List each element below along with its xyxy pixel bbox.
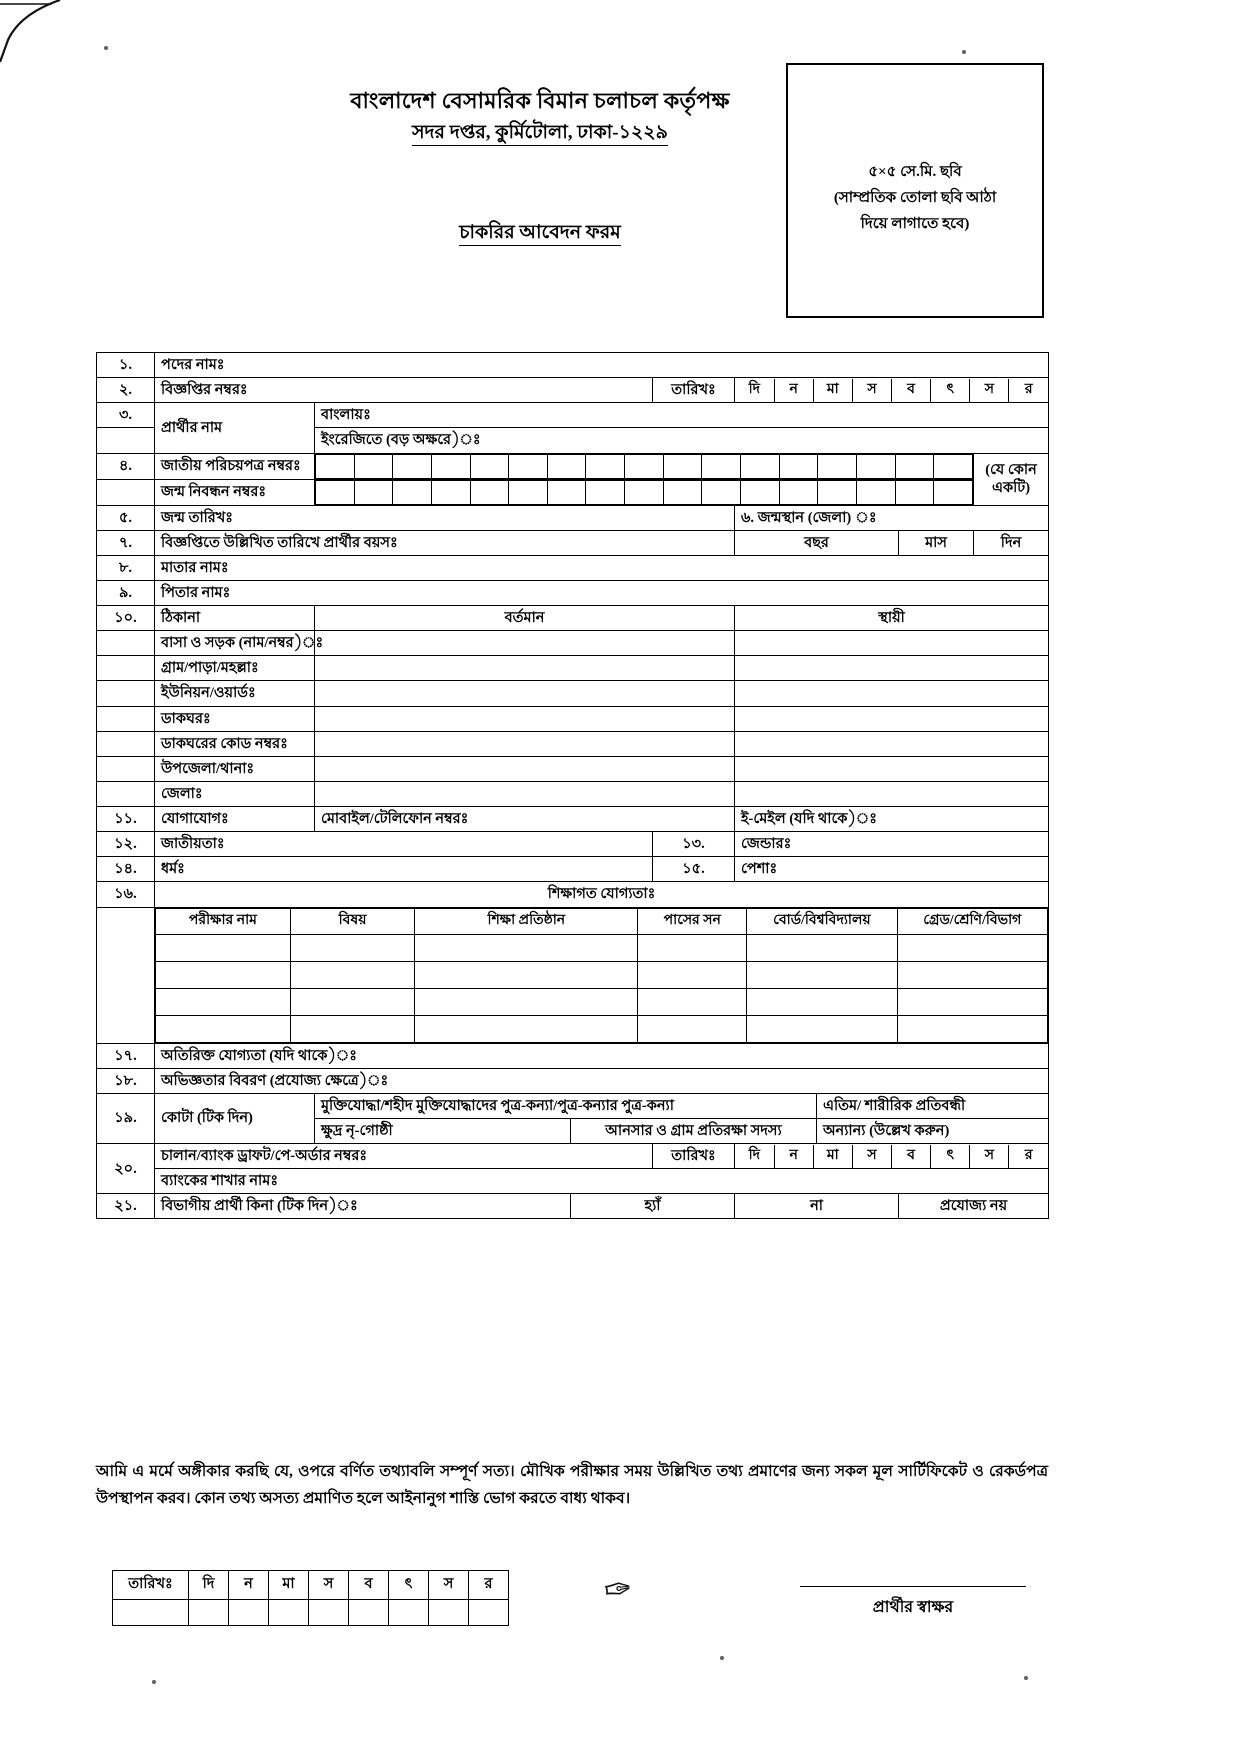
address-present-input[interactable] — [315, 756, 735, 781]
brn-box[interactable] — [431, 480, 470, 504]
footer-date-input[interactable] — [269, 1600, 309, 1626]
form-row-16-header — [97, 882, 1049, 907]
occupation-field[interactable]: পেশাঃ — [735, 857, 1049, 882]
nid-boxes-table — [315, 454, 973, 479]
either-one-note — [974, 453, 1049, 505]
footer-date-month-2[interactable]: স — [309, 1571, 349, 1600]
footer-date-day-2[interactable]: ন — [229, 1571, 269, 1600]
date-strip-row20 — [735, 1145, 1048, 1168]
education-cell-exam-name[interactable] — [156, 988, 291, 1015]
quota-option-others[interactable]: অন্যান্য (উল্লেখ করুন) — [817, 1118, 1049, 1143]
quota-option-orphan-disabled[interactable]: এতিম/ শারীরিক প্রতিবন্ধী — [817, 1093, 1049, 1118]
form-row-5-6 — [97, 505, 1049, 530]
education-cell-institution[interactable] — [415, 934, 638, 961]
row-13-number: ১৩. — [653, 832, 735, 857]
notification-date-label: তারিখঃ — [653, 378, 735, 403]
address-permanent-input[interactable] — [735, 731, 1049, 756]
date-cell-day-2[interactable]: ন — [774, 379, 813, 402]
mobile-telephone-field[interactable]: মোবাইল/টেলিফোন নম্বরঃ — [315, 807, 735, 832]
education-entry-row — [156, 988, 1048, 1015]
education-cell-subject[interactable] — [290, 1015, 414, 1042]
application-form-table — [96, 352, 1049, 1219]
row-7-number: ৭. — [97, 530, 155, 555]
brn-box[interactable] — [702, 480, 741, 504]
age-days-field[interactable]: দিন — [974, 530, 1049, 555]
address-present-input[interactable] — [315, 631, 735, 656]
row-10-number: ১০. — [97, 606, 155, 631]
nid-box[interactable] — [779, 454, 818, 478]
address-permanent-input[interactable] — [735, 631, 1049, 656]
education-qualification-table — [155, 908, 1048, 1043]
form-row-20a — [97, 1144, 1049, 1169]
row-3-number: ৩. — [97, 403, 155, 428]
row-15-number: ১৫. — [653, 857, 735, 882]
education-cell-board[interactable] — [747, 934, 897, 961]
scan-speck — [720, 1656, 724, 1660]
age-label: বিজ্ঞপ্তিতে উল্লিখিত তারিখে প্রার্থীর বয়সঃ — [155, 530, 735, 555]
pay-date-cell-month-1[interactable]: মা — [813, 1145, 852, 1168]
address-row-number-spacer — [97, 756, 155, 781]
education-cell-pass-year[interactable] — [638, 934, 747, 961]
quota-option-ethnic-minority[interactable]: ক্ষুদ্র নৃ-গোষ্ঠী — [315, 1118, 571, 1143]
date-cell-month-2[interactable]: স — [852, 379, 891, 402]
either-one-note-line1: (যে কোন — [985, 461, 1037, 478]
education-entry-row — [156, 934, 1048, 961]
brn-box[interactable] — [818, 480, 857, 504]
row-18-number: ১৮. — [97, 1068, 155, 1093]
row-11-number: ১১. — [97, 807, 155, 832]
address-field-label: বাসা ও সড়ক (নাম/নম্বর)ঃ — [155, 631, 315, 656]
address-permanent-input[interactable] — [735, 781, 1049, 806]
nid-digit-boxes[interactable] — [315, 453, 974, 479]
address-present-input[interactable] — [315, 656, 735, 681]
nid-box[interactable] — [393, 454, 432, 478]
quota-option-ansar-vdp[interactable]: আনসার ও গ্রাম প্রতিরক্ষা সদস্য — [571, 1118, 817, 1143]
education-section-title: শিক্ষাগত যোগ্যতাঃ — [155, 882, 1049, 907]
pay-date-cell-year-3[interactable]: স — [970, 1145, 1009, 1168]
address-field-label: গ্রাম/পাড়া/মহল্লাঃ — [155, 656, 315, 681]
scan-speck — [152, 1680, 156, 1684]
departmental-option-na[interactable]: প্রযোজ্য নয় — [899, 1194, 1049, 1219]
form-row-19a — [97, 1093, 1049, 1118]
education-cell-exam-name[interactable] — [156, 961, 291, 988]
pay-date-cell-month-2[interactable]: স — [852, 1145, 891, 1168]
footer-date-table — [112, 1570, 509, 1626]
row-6-number: ৬. — [741, 509, 755, 526]
footer-date-input[interactable] — [429, 1600, 469, 1626]
education-col-board-university: বোর্ড/বিশ্ববিদ্যালয় — [747, 908, 897, 934]
brn-box[interactable] — [895, 480, 934, 504]
row-3-number-spacer — [97, 428, 155, 453]
address-row-number-spacer — [97, 781, 155, 806]
education-col-subject: বিষয় — [290, 908, 414, 934]
address-row-number-spacer — [97, 631, 155, 656]
footer-date-input[interactable] — [309, 1600, 349, 1626]
address-field-label: ডাকঘরঃ — [155, 706, 315, 731]
applicant-name-label: প্রার্থীর নাম — [155, 403, 315, 453]
address-permanent-header: স্থায়ী — [735, 606, 1049, 631]
address-field-label: ডাকঘরের কোড নম্বরঃ — [155, 731, 315, 756]
bank-branch-name-field[interactable]: ব্যাংকের শাখার নামঃ — [155, 1169, 1049, 1194]
row-16-number: ১৬. — [97, 882, 155, 907]
experience-description-field[interactable]: অভিজ্ঞতার বিবরণ (প্রযোজ্য ক্ষেত্রে)ঃ — [155, 1068, 1049, 1093]
brn-box[interactable] — [856, 480, 895, 504]
brn-box[interactable] — [354, 480, 393, 504]
address-permanent-input[interactable] — [735, 706, 1049, 731]
footer-date-input[interactable] — [349, 1600, 389, 1626]
date-cell-year-2[interactable]: ৎ — [931, 379, 970, 402]
payment-date-label: তারিখঃ — [653, 1144, 735, 1169]
pay-date-cell-day-2[interactable]: ন — [774, 1145, 813, 1168]
pay-date-cell-day-1[interactable]: দি — [748, 1148, 760, 1164]
birth-registration-label: জন্ম নিবন্ধন নম্বরঃ — [155, 479, 315, 505]
nid-box[interactable] — [856, 454, 895, 478]
education-cell-institution[interactable] — [415, 988, 638, 1015]
date-of-birth-field[interactable]: জন্ম তারিখঃ — [155, 505, 735, 530]
address-row-number-spacer — [97, 706, 155, 731]
brn-box[interactable] — [625, 480, 664, 504]
address-field-label: ইউনিয়ন/ওয়ার্ডঃ — [155, 681, 315, 706]
photo-line-3: দিয়ে লাগাতে হবে) — [860, 215, 970, 232]
education-cell-board[interactable] — [747, 961, 897, 988]
form-row-1 — [97, 353, 1049, 378]
brn-box[interactable] — [316, 480, 355, 504]
row-8-number: ৮. — [97, 555, 155, 580]
form-row-10-header — [97, 606, 1049, 631]
address-label: ঠিকানা — [155, 606, 315, 631]
form-row-11 — [97, 807, 1049, 832]
row-2-number: ২. — [97, 378, 155, 403]
organization-address-text: সদর দপ্তর, কুর্মিটোলা, ঢাকা-১২২৯ — [412, 122, 668, 146]
form-row-7 — [97, 530, 1049, 555]
applicant-name-bangla-field[interactable]: বাংলায়ঃ — [315, 403, 1049, 428]
address-row-village — [97, 656, 1049, 681]
row-19-number: ১৯. — [97, 1093, 155, 1143]
nid-box[interactable] — [547, 454, 586, 478]
age-years-field[interactable]: বছর — [735, 530, 899, 555]
address-row-number-spacer — [97, 656, 155, 681]
religion-field[interactable]: ধর্মঃ — [155, 857, 653, 882]
handwritten-signature-mark: ✑ — [601, 1570, 636, 1611]
address-row-number-spacer — [97, 681, 155, 706]
footer-date-year-2[interactable]: ৎ — [389, 1571, 429, 1600]
address-row-district — [97, 781, 1049, 806]
education-table-container — [155, 907, 1049, 1043]
date-cell-day-1[interactable]: দি — [748, 382, 760, 398]
footer-date-input[interactable] — [469, 1600, 509, 1626]
date-strip-row2 — [735, 379, 1048, 402]
footer-date-year-3[interactable]: স — [429, 1571, 469, 1600]
declaration-text: আমি এ মর্মে অঙ্গীকার করছি যে, ওপরে বর্ণিত তথ্যাবলি সম্পূর্ণ সত্য। মৌখিক পরীক্ষার সময় উল্লিখিত তথ্য প্রমাণের জন্য সকল মূল সার্টিফিকেট ও রেকর্ডপত্র উপস্থাপন করব। কোন তথ্য অসত্য প্রমাণিত হলে আইনানুগ শাস্তি ভোগ করতে বাধ্য থাকব। — [96, 1463, 1048, 1508]
birth-registration-digit-boxes[interactable] — [315, 479, 974, 505]
row-17-number: ১৭. — [97, 1043, 155, 1068]
birthplace-district-field[interactable] — [735, 505, 1049, 530]
nid-box[interactable] — [586, 454, 625, 478]
father-name-field[interactable]: পিতার নামঃ — [155, 580, 1049, 605]
departmental-candidate-label: বিভাগীয় প্রার্থী কিনা (টিক দিন)ঃ — [155, 1194, 571, 1219]
address-row-union-ward — [97, 681, 1049, 706]
form-row-2 — [97, 378, 1049, 403]
footer-date-input[interactable] — [189, 1600, 229, 1626]
education-cell-subject[interactable] — [290, 988, 414, 1015]
date-cell-year-3[interactable]: স — [970, 379, 1009, 402]
education-cell-exam-name[interactable] — [156, 934, 291, 961]
education-cell-board[interactable] — [747, 1015, 897, 1042]
education-cell-pass-year[interactable] — [638, 988, 747, 1015]
footer-date-day-1[interactable]: দি — [189, 1571, 229, 1600]
pay-date-cell-year-2[interactable]: ৎ — [931, 1145, 970, 1168]
address-row-post-office — [97, 706, 1049, 731]
education-cell-grade[interactable] — [897, 1015, 1047, 1042]
row-1-label-and-input[interactable]: পদের নামঃ — [155, 353, 1049, 378]
departmental-option-no[interactable]: না — [735, 1194, 899, 1219]
quota-option-freedom-fighter[interactable]: মুক্তিযোদ্ধা/শহীদ মুক্তিযোদ্ধাদের পুত্র-কন্যা/পুত্র-কন্যার পুত্র-কন্যা — [315, 1093, 817, 1118]
row-20-number: ২০. — [97, 1144, 155, 1194]
row-4-number-spacer — [97, 479, 155, 505]
row-12-number: ১২. — [97, 832, 155, 857]
education-col-institution: শিক্ষা প্রতিষ্ঠান — [415, 908, 638, 934]
nid-box[interactable] — [741, 454, 780, 478]
row-9-number: ৯. — [97, 580, 155, 605]
form-row-21 — [97, 1194, 1049, 1219]
address-row-upazila-thana — [97, 756, 1049, 781]
form-row-17 — [97, 1043, 1049, 1068]
nid-box[interactable] — [702, 454, 741, 478]
form-row-20b — [97, 1169, 1049, 1194]
organization-address — [300, 118, 780, 150]
payment-date-cells[interactable] — [735, 1144, 1049, 1169]
nid-box[interactable] — [470, 454, 509, 478]
address-row-post-code — [97, 731, 1049, 756]
brn-box[interactable] — [741, 480, 780, 504]
row-1-number: ১. — [97, 353, 155, 378]
scan-speck — [1024, 1676, 1028, 1680]
form-row-8 — [97, 555, 1049, 580]
row-16-number-spacer — [97, 907, 155, 1043]
brn-box[interactable] — [393, 480, 432, 504]
mother-name-field[interactable]: মাতার নামঃ — [155, 555, 1049, 580]
brn-boxes-table — [315, 480, 973, 505]
organization-title: বাংলাদেশ বেসামরিক বিমান চলাচল কর্তৃপক্ষ — [350, 88, 730, 113]
form-row-4b — [97, 479, 1049, 505]
education-cell-pass-year[interactable] — [638, 1015, 747, 1042]
nid-box[interactable] — [316, 454, 355, 478]
education-header-row — [156, 908, 1048, 934]
form-row-14-15 — [97, 857, 1049, 882]
address-row-number-spacer — [97, 731, 155, 756]
form-title — [300, 218, 780, 250]
address-field-label: জেলাঃ — [155, 781, 315, 806]
footer-date-entry-row — [113, 1600, 509, 1626]
address-row-house-road — [97, 631, 1049, 656]
scan-speck — [962, 50, 966, 54]
footer-date-input[interactable] — [389, 1600, 429, 1626]
form-row-3a — [97, 403, 1049, 428]
date-cell-year-1[interactable]: ব — [892, 379, 931, 402]
education-cell-subject[interactable] — [290, 934, 414, 961]
education-cell-subject[interactable] — [290, 961, 414, 988]
email-field[interactable]: ই-মেইল (যদি থাকে)ঃ — [735, 807, 1049, 832]
education-cell-exam-name[interactable] — [156, 1015, 291, 1042]
nid-box[interactable] — [431, 454, 470, 478]
education-col-pass-year: পাসের সন — [638, 908, 747, 934]
photo-line-2: (সাম্প্রতিক তোলা ছবি আঠা — [833, 189, 997, 206]
applicant-name-english-field[interactable]: ইংরেজিতে (বড় অক্ষরে)ঃ — [315, 428, 1049, 453]
notification-date-cells[interactable] — [735, 378, 1049, 403]
nid-box[interactable] — [625, 454, 664, 478]
address-present-header: বর্তমান — [315, 606, 735, 631]
form-row-4a — [97, 453, 1049, 479]
nid-box[interactable] — [895, 454, 934, 478]
education-entry-row — [156, 1015, 1048, 1042]
address-present-input[interactable] — [315, 706, 735, 731]
page-fold-artifact — [0, 0, 90, 70]
row-21-number: ২১. — [97, 1194, 155, 1219]
payment-instrument-number-field[interactable]: চালান/ব্যাংক ড্রাফট/পে-অর্ডার নম্বরঃ — [155, 1144, 653, 1169]
date-cell-month-1[interactable]: মা — [813, 379, 852, 402]
gender-field[interactable]: জেন্ডারঃ — [735, 832, 1049, 857]
address-field-label: উপজেলা/থানাঃ — [155, 756, 315, 781]
footer-date-year-1[interactable]: ব — [349, 1571, 389, 1600]
nid-box[interactable] — [934, 454, 973, 478]
notification-number-field[interactable]: বিজ্ঞপ্তির নম্বরঃ — [155, 378, 653, 403]
education-cell-board[interactable] — [747, 988, 897, 1015]
photo-instruction-text — [788, 160, 1042, 237]
departmental-option-yes[interactable]: হ্যাঁ — [571, 1194, 735, 1219]
contact-label: যোগাযোগঃ — [155, 807, 315, 832]
form-row-18 — [97, 1068, 1049, 1093]
either-one-note-line2: একটি) — [991, 480, 1031, 496]
birthplace-label: জন্মস্থান (জেলা) ঃ — [757, 509, 877, 526]
nid-box[interactable] — [354, 454, 393, 478]
education-cell-institution[interactable] — [415, 1015, 638, 1042]
footer-date-label-spacer — [113, 1600, 189, 1626]
pay-date-cell-year-4[interactable]: র — [1009, 1145, 1048, 1168]
footer-date-year-4[interactable]: র — [469, 1571, 509, 1600]
photo-line-1: ৫×৫ সে.মি. ছবি — [868, 164, 962, 180]
nid-box[interactable] — [509, 454, 548, 478]
footer-date-row — [113, 1571, 509, 1600]
education-cell-grade[interactable] — [897, 961, 1047, 988]
signature-label: প্রার্থীর স্বাক্ষর — [872, 1599, 954, 1616]
row-5-number: ৫. — [97, 505, 155, 530]
brn-box[interactable] — [663, 480, 702, 504]
education-cell-pass-year[interactable] — [638, 961, 747, 988]
row-4-number: ৪. — [97, 453, 155, 479]
form-row-9 — [97, 580, 1049, 605]
address-present-input[interactable] — [315, 681, 735, 706]
brn-box[interactable] — [586, 480, 625, 504]
address-permanent-input[interactable] — [735, 756, 1049, 781]
form-row-12-13 — [97, 832, 1049, 857]
brn-box[interactable] — [470, 480, 509, 504]
nationality-field[interactable]: জাতীয়তাঃ — [155, 832, 653, 857]
brn-box[interactable] — [934, 480, 973, 504]
footer-date-input[interactable] — [229, 1600, 269, 1626]
education-entry-row — [156, 961, 1048, 988]
education-col-exam-name: পরীক্ষার নাম — [156, 908, 291, 934]
photo-attachment-box[interactable] — [786, 63, 1044, 318]
quota-label: কোটা (টিক দিন) — [155, 1093, 315, 1143]
brn-box[interactable] — [547, 480, 586, 504]
nid-box[interactable] — [663, 454, 702, 478]
nid-label: জাতীয় পরিচয়পত্র নম্বরঃ — [155, 453, 315, 479]
address-present-input[interactable] — [315, 781, 735, 806]
pay-date-cell-year-1[interactable]: ব — [892, 1145, 931, 1168]
age-months-field[interactable]: মাস — [899, 530, 974, 555]
education-cell-grade[interactable] — [897, 934, 1047, 961]
address-permanent-input[interactable] — [735, 681, 1049, 706]
education-col-grade-division: গ্রেড/শ্রেণি/বিভাগ — [897, 908, 1047, 934]
form-title-text: চাকরির আবেদন ফরম — [459, 222, 620, 246]
education-cell-grade[interactable] — [897, 988, 1047, 1015]
row-14-number: ১৪. — [97, 857, 155, 882]
additional-qualification-field[interactable]: অতিরিক্ত যোগ্যতা (যদি থাকে)ঃ — [155, 1043, 1049, 1068]
brn-box[interactable] — [509, 480, 548, 504]
footer-date-month-1[interactable]: মা — [269, 1571, 309, 1600]
brn-box[interactable] — [779, 480, 818, 504]
form-row-16-table — [97, 907, 1049, 1043]
education-cell-institution[interactable] — [415, 961, 638, 988]
signature-line — [800, 1586, 1026, 1587]
address-present-input[interactable] — [315, 731, 735, 756]
scan-speck — [104, 46, 108, 50]
date-cell-year-4[interactable]: র — [1009, 379, 1048, 402]
footer-date-label: তারিখঃ — [113, 1571, 189, 1600]
address-permanent-input[interactable] — [735, 656, 1049, 681]
nid-box[interactable] — [818, 454, 857, 478]
